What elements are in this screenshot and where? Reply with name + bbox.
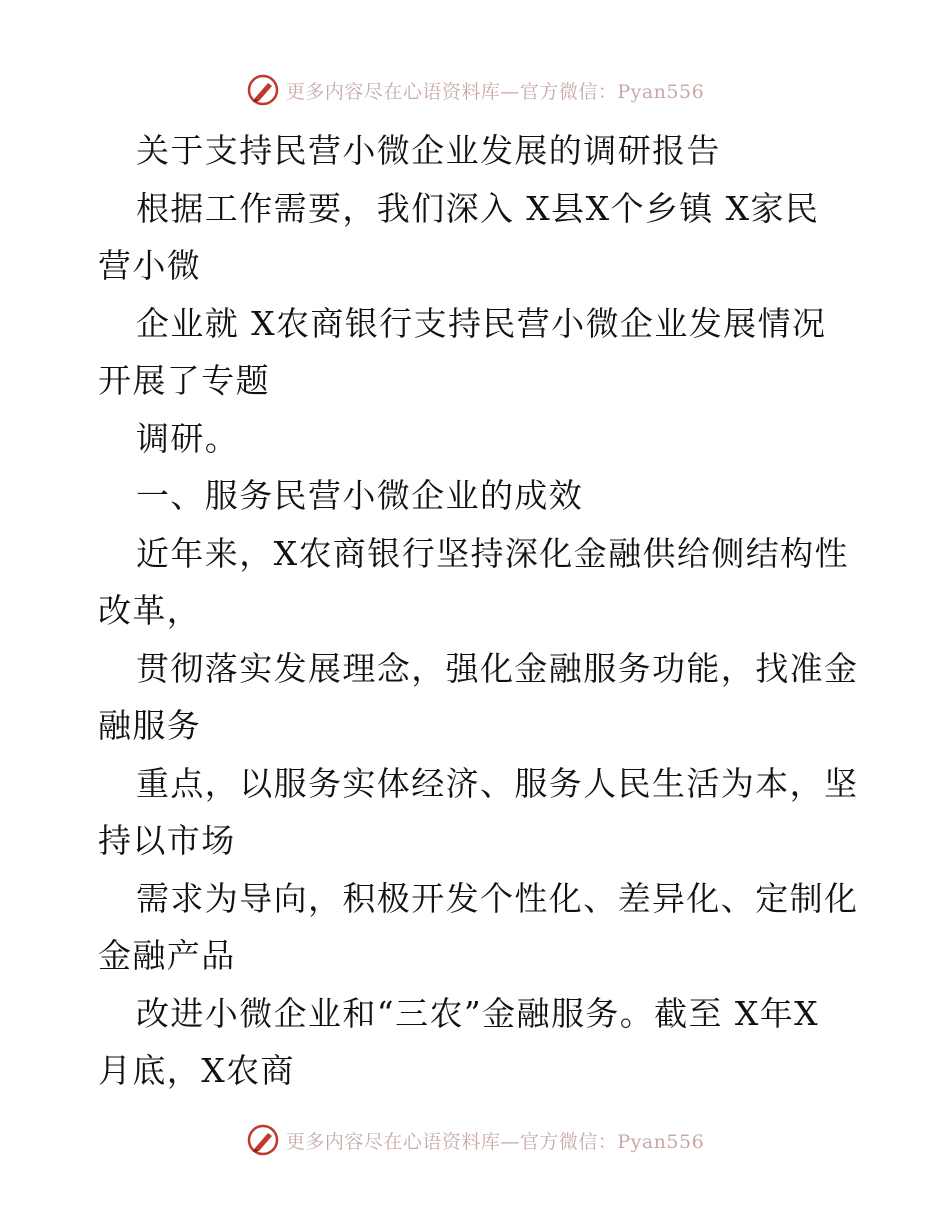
- header-watermark: [0, 70, 950, 110]
- paragraph-line: 金融产品: [98, 936, 236, 975]
- paragraph-line: 改革，: [98, 591, 202, 630]
- pen-logo-icon: [246, 1123, 280, 1157]
- paragraph-line: 企业就 X农商银行支持民营小微企业发展情况: [136, 303, 827, 343]
- paragraph-line: 需求为导向，积极开发个性化、差异化、定制化: [136, 878, 859, 918]
- watermark-text: 更多内容尽在心语资料库—官方微信：Pyan556: [285, 1130, 705, 1153]
- paragraph-line: 月底，X农商: [98, 1051, 295, 1090]
- paragraph-line: 调研。: [136, 418, 240, 458]
- paragraph-line: 改进小微企业和“三农”金融服务。截至 X年X: [136, 993, 820, 1033]
- paragraph-line: 根据工作需要，我们深入 X县X个乡镇 X家民: [136, 188, 820, 228]
- paragraph-line: 营小微: [98, 246, 202, 285]
- paragraph-line: 开展了专题: [98, 361, 270, 400]
- section-heading: 一、服务民营小微企业的成效: [136, 476, 584, 515]
- document-body: [98, 122, 858, 1100]
- paragraph-line: 近年来，X农商银行坚持深化金融供给侧结构性: [136, 533, 849, 573]
- pen-logo-icon: [246, 73, 280, 107]
- paragraph-line: 持以市场: [98, 821, 236, 860]
- paragraph-line: 融服务: [98, 706, 202, 745]
- doc-title: 关于支持民营小微企业发展的调研报告: [136, 131, 721, 170]
- watermark-text: 更多内容尽在心语资料库—官方微信：Pyan556: [285, 80, 705, 103]
- paragraph-line: 贯彻落实发展理念，强化金融服务功能，找准金: [136, 648, 859, 688]
- footer-watermark: [0, 1120, 950, 1160]
- paragraph-line: 重点，以服务实体经济、服务人民生活为本，坚: [136, 763, 859, 803]
